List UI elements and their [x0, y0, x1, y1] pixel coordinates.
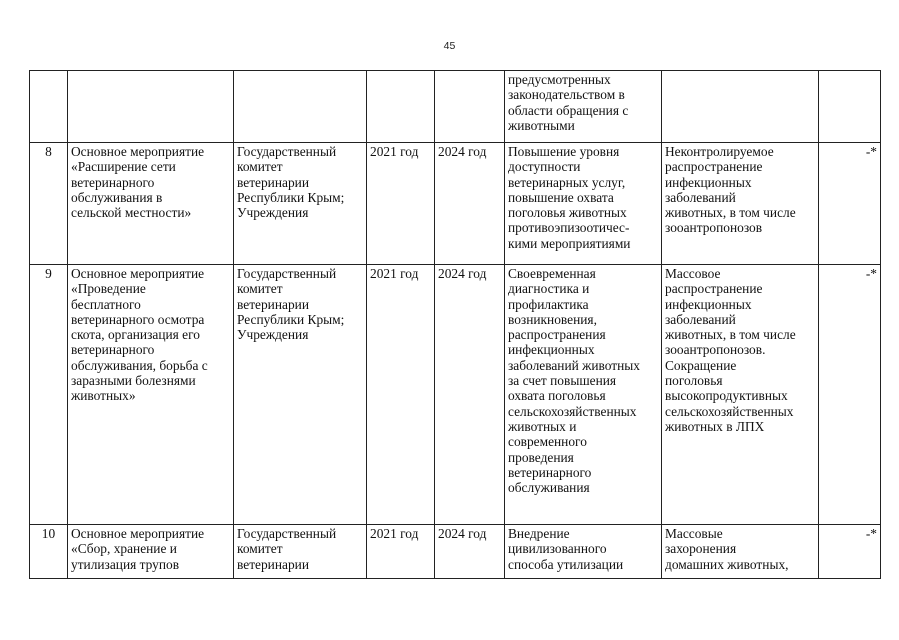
row-number-cell: 10 [30, 525, 68, 579]
event-cell: Основное мероприятие «Расширение сети ветеринарного обслуживания в сельской местности» [68, 143, 234, 265]
page-number: 45 [443, 40, 456, 52]
note-cell: -* [819, 265, 881, 525]
start-year-cell: 2021 год [367, 265, 435, 525]
consequences-cell: Неконтролируемое распространение инфекционных заболеваний животных, в том числе зооантропонозов [662, 143, 819, 265]
consequences-cell: Массовые захоронения домашних животных, [662, 525, 819, 579]
end-year-cell [435, 71, 505, 143]
row-number-cell: 8 [30, 143, 68, 265]
start-year-cell: 2021 год [367, 525, 435, 579]
executor-cell [234, 71, 367, 143]
executor-cell: Государственный комитет ветеринарии Республики Крым; Учреждения [234, 143, 367, 265]
row-number-cell [30, 71, 68, 143]
end-year-cell: 2024 год [435, 525, 505, 579]
table-row [30, 143, 881, 265]
table-row [30, 71, 881, 143]
consequences-cell: Массовое распространение инфекционных заболеваний животных, в том числе зооантропонозов. Сокращение поголовья высокопродуктивных сельскохозяйственных животных в ЛПХ [662, 265, 819, 525]
row-number-cell: 9 [30, 265, 68, 525]
end-year-cell: 2024 год [435, 265, 505, 525]
end-year-cell: 2024 год [435, 143, 505, 265]
expected-result-cell: предусмотренных законодательством в области обращения с животными [505, 71, 662, 143]
event-cell: Основное мероприятие «Сбор, хранение и утилизация трупов [68, 525, 234, 579]
expected-result-cell: Повышение уровня доступности ветеринарных услуг, повышение охвата поголовья животных противоэпизоотичес- кими мероприятиями [505, 143, 662, 265]
note-cell: -* [819, 525, 881, 579]
expected-result-cell: Внедрение цивилизованного способа утилизации [505, 525, 662, 579]
note-cell [819, 71, 881, 143]
table-row [30, 265, 881, 525]
start-year-cell [367, 71, 435, 143]
start-year-cell: 2021 год [367, 143, 435, 265]
program-events-table [29, 70, 881, 579]
event-cell: Основное мероприятие «Проведение бесплатного ветеринарного осмотра скота, организация его ветеринарного обслуживания, борьба с заразными болезнями животных» [68, 265, 234, 525]
executor-cell: Государственный комитет ветеринарии Республики Крым; Учреждения [234, 265, 367, 525]
executor-cell: Государственный комитет ветеринарии [234, 525, 367, 579]
expected-result-cell: Своевременная диагностика и профилактика возникновения, распространения инфекционных заболеваний животных за счет повышения охвата поголовья сельскохозяйственных животных и современного проведения ветеринарного обслуживания [505, 265, 662, 525]
event-cell [68, 71, 234, 143]
note-cell: -* [819, 143, 881, 265]
table-row [30, 525, 881, 579]
consequences-cell [662, 71, 819, 143]
